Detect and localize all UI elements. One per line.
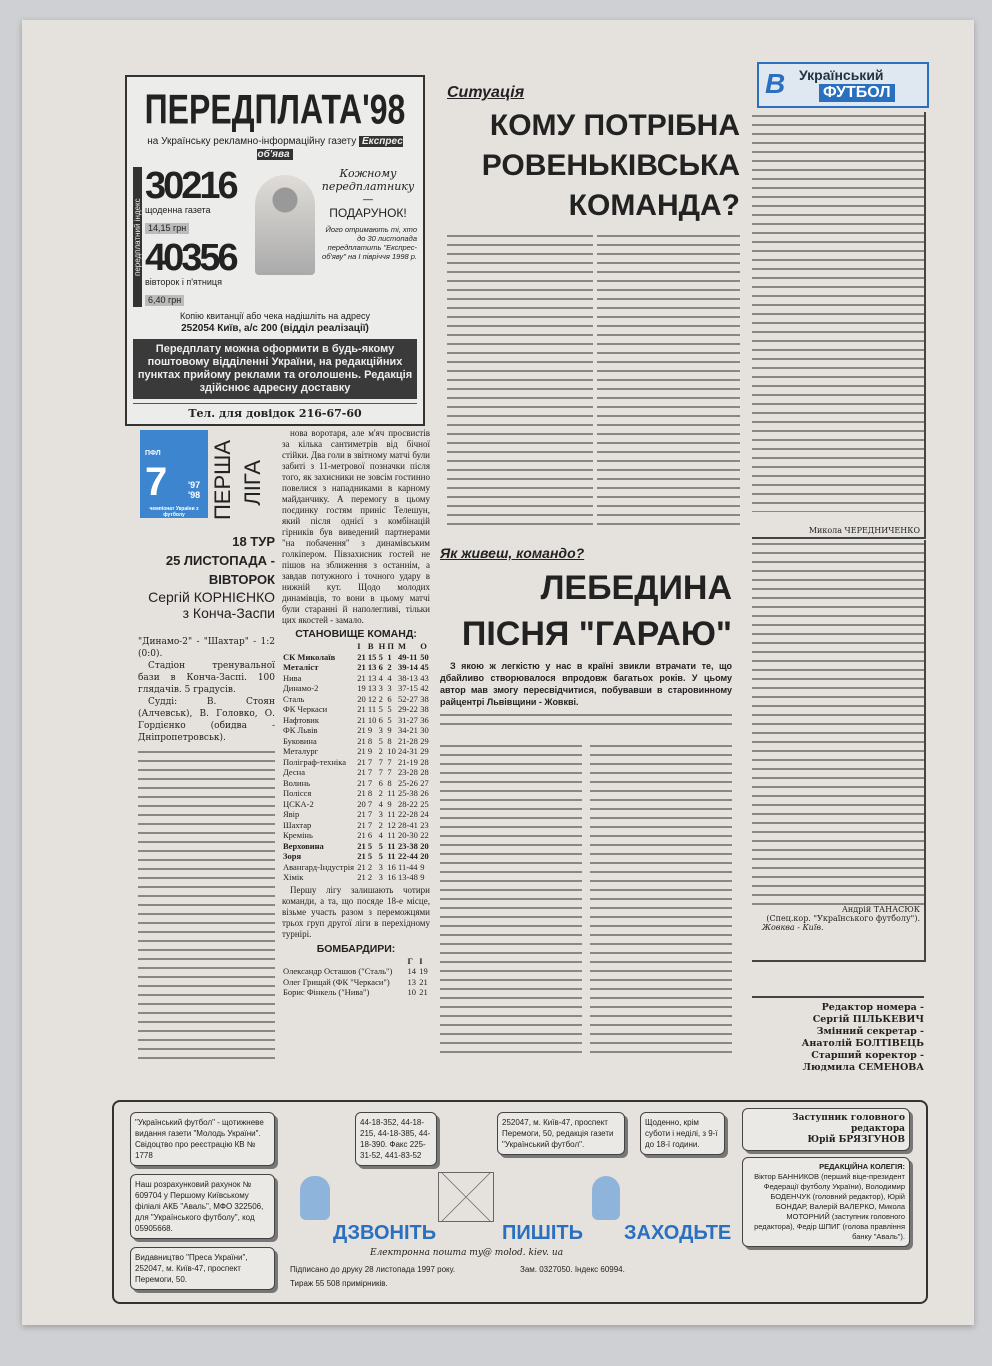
footer-signed: Підписано до друку 28 листопада 1997 року. xyxy=(290,1265,456,1274)
article2-lead-more xyxy=(440,711,732,730)
table-row: Олександр Осташов ("Сталь") 14 19 xyxy=(283,966,428,976)
footer-deputy: Заступник головного редактора Юрій БРЯЗГУНОВ xyxy=(742,1108,910,1151)
footer-print-run: Тираж 55 508 примірників. xyxy=(290,1279,388,1288)
subscription-ad xyxy=(125,75,425,426)
gift-note: Його отримають ті, хто до 30 листопада передплатить "Експрес-об'яву" на І півріччя 1998 р. xyxy=(322,225,417,261)
table-row: Олег Грищай (ФК "Черкаси") 13 21 xyxy=(283,976,428,987)
article2-sidebar: Андрій ТАНАСЮК (Спец.кор. "Українського футболу"). Жовква - Київ. xyxy=(752,540,926,962)
table-row: Динамо-2 19 13 3 3 37-15 42 xyxy=(283,683,429,693)
index-2: 40356 вівторок і п'ятниця 6,40 грн xyxy=(145,237,236,305)
table-row: Металург 21 9 2 10 24-31 29 xyxy=(283,746,429,756)
brand-logo: Експрес об'ява xyxy=(257,136,403,160)
article2-place: Жовква - Київ. xyxy=(762,923,824,932)
table-row: Борис Фінкель ("Нива") 10 21 xyxy=(283,987,428,997)
article1-kicker: Ситуація xyxy=(447,84,525,101)
write-label: ПИШІТЬ xyxy=(502,1222,583,1244)
table-row: Полісся 21 8 2 11 25-38 26 xyxy=(283,788,429,798)
table-row: Сталь 20 12 2 6 52-27 38 xyxy=(283,693,429,704)
cartoon-illustration xyxy=(255,175,315,275)
scorers-title: БОМБАРДИРИ: xyxy=(316,942,396,955)
article2-author: Андрій ТАНАСЮК xyxy=(841,905,920,914)
league-label: ПЕРША ЛІГА xyxy=(210,440,265,520)
article2-kicker: Як живеш, командо? xyxy=(440,545,585,561)
table-row: СК Миколаїв 21 15 5 1 49-11 50 xyxy=(283,651,429,662)
article1-col1 xyxy=(447,232,593,530)
index-1: 30216 щоденна газета 14,15 грн xyxy=(145,165,236,233)
table-row: Десна 21 7 7 7 23-28 28 xyxy=(283,767,429,777)
table-row: Нива 21 13 4 4 38-13 43 xyxy=(283,672,429,683)
credits: Редактор номера - Сергій ПІЛЬКЕВИЧ Змінний секретар - Анатолій БОЛТІВЕЦЬ Старший коректор - Людмила СЕМЕНОВА xyxy=(752,996,924,1074)
table-row: Буковина 21 8 5 8 21-28 29 xyxy=(283,735,429,746)
table-row: Поліграф-техніка 21 7 7 7 21-19 28 xyxy=(283,756,429,767)
article2-col1 xyxy=(440,742,582,1060)
article1-sidebar xyxy=(752,112,926,539)
article2-col2 xyxy=(590,742,732,1060)
article1-title: КОМУ ПОТРІБНА РОВЕНЬКІВСЬКА КОМАНДА? xyxy=(481,109,740,222)
article2-lead: З якою ж легкістю у нас в країні звикли втрачати те, що дбайливо створювалося впродовж багатьох років. У цьому автор мав змогу пересвідчитися, побувавши в старовинному райцентрі Львівщини - Жовкві. xyxy=(440,661,732,707)
standings-note: Першу лігу залишають чотири команди, а та, що посяде 18-е місце, візьме участь разом з переможцями трьох груп другої ліги в перехідному турнірі. xyxy=(282,884,430,939)
standings-title: СТАНОВИЩЕ КОМАНД: xyxy=(295,628,417,640)
footer-hours: Щоденно, крім суботи і неділі, з 9-ї до 18-ї години. xyxy=(640,1112,725,1155)
match-report: "Динамо-2" - "Шахтар" - 1:2 (0:0). Стадіон тренувальної бази в Конча-Заспі. 100 глядачів. 5 градусів. Судді: В. Стоян (Алчевськ), В. Головко, О. Гордієнко (обидва - Дніпропетровськ). xyxy=(138,637,275,743)
visit-label: ЗАХОДЬТЕ xyxy=(624,1222,732,1244)
table-row: Волинь 21 7 6 8 25-26 27 xyxy=(283,777,429,788)
mascot-door-icon xyxy=(592,1176,620,1220)
table-row: Явір 21 7 3 11 22-28 24 xyxy=(283,809,429,819)
table-header: І В Н П М О xyxy=(357,641,427,651)
masthead-logo xyxy=(757,62,929,108)
table-row: Хімік 21 2 3 16 13-48 9 xyxy=(283,872,425,882)
phone-line: Тел. для довідок 216-67-60 xyxy=(133,403,417,420)
footer-board: РЕДАКЦІЙНА КОЛЕГІЯ: Віктор БАННИКОВ (перший віце-президент Федерації футболу України), Володимир БОДЕНЧУК (головний редактор), Юрій БОНДАР, Валерій ВАЛЕРКО, Микола МОТОРНИЙ (заступник головного редактора), Федір ШПИГ (голова правління банку "Аваль"). xyxy=(742,1157,910,1247)
mascot-phone-icon xyxy=(300,1176,330,1220)
table-row: ЦСКА-2 20 7 4 9 28-22 25 xyxy=(283,798,429,809)
table-row: ФК Черкаси 21 11 5 5 29-22 38 xyxy=(283,704,429,714)
address-block: Копію квитанції або чека надішліть на адресу 252054 Київ, а/с 200 (відділ реалізації) xyxy=(179,311,371,334)
footer-address: 252047, м. Київ-47, проспект Перемоги, 50, редакція газети "Український футбол". xyxy=(497,1112,625,1155)
scorers-table xyxy=(282,956,430,998)
table-row: Металіст 21 13 6 2 39-14 45 xyxy=(283,662,429,672)
standings xyxy=(282,626,430,998)
footer-phones: 44-18-352, 44-18-215, 44-18-385, 44-18-390. Факс 225-31-52, 441-83-52 xyxy=(355,1112,437,1166)
match-report-continued xyxy=(138,748,275,1060)
envelope-icon xyxy=(438,1172,494,1222)
table-row: Нафтовик 21 10 6 5 31-27 36 xyxy=(283,714,429,725)
subscription-info: Передплату можна оформити в будь-якому поштовому відділенні України, на редакційних пунктах прийому реклами та оголошень. Редакція здійснює адресну доставку xyxy=(133,339,417,399)
table-row: Зоря 21 5 5 11 22-44 20 xyxy=(283,851,429,861)
masthead-line1: Український xyxy=(799,67,884,83)
match-report-middle: нова воротаря, але м'яч просвистів за кілька сантиметрів від бічної стійки. Два голи в звітному матчі були забиті з 11-метрової позначки після того, як захисники не зовсім гостинно повелися з нападниками в карному майданчику. А перемогу в цьому поєдинку гостям приніс Телешун, який після однієї з комбінацій гірників був виведений партнерами "на побачення" з динамівським голкіпером. Півзахисник гостей не пішов на зближення з останнім, а завдав потужного і точного удару в нижній кут. Щодо молодих динамівців, то вони в цьому матчі були старанні й наполегливі, тільки цих якостей - замало. xyxy=(282,428,430,625)
call-label: ДЗВОНІТЬ xyxy=(333,1222,437,1244)
gift-text: Кожному передплатнику — ПОДАРУНОК! xyxy=(321,167,415,220)
footer-email: Електронна пошта my@ molod. kiev. ua xyxy=(370,1248,564,1258)
footer-publisher: Видавництво "Преса України", 252047, м. Київ-47, проспект Перемоги, 50. xyxy=(130,1247,275,1290)
article1-col2 xyxy=(597,232,740,530)
footer-order: Зам. 0327050. Індекс 60994. xyxy=(520,1265,625,1274)
table-row: Кремінь 21 6 4 11 20-30 22 xyxy=(283,830,429,840)
table-row: Шахтар 21 7 2 12 28-41 23 xyxy=(283,819,429,830)
footer-registration: "Український футбол" - щотижневе видання газети "Молодь України". Свідоцтво про реєстрацію КВ № 1778 xyxy=(130,1112,275,1166)
table-header: Г І xyxy=(407,955,423,966)
masthead-line2: ФУТБОЛ xyxy=(819,84,895,102)
table-row: ФК Львів 21 9 3 9 34-21 30 xyxy=(283,725,429,735)
table-row: Верховина 21 5 5 11 23-38 20 xyxy=(283,840,429,851)
pfl-logo: ПФЛ 7 '97 '98 чемпіонат України з футболу xyxy=(140,430,208,518)
article2-title: ЛЕБЕДИНА ПІСНЯ "ГАРАЮ" xyxy=(461,569,732,653)
masthead-letter: В xyxy=(765,68,786,99)
table-row: Авангард-Індустрія 21 2 3 16 11-44 9 xyxy=(283,861,425,872)
match-header: 18 ТУР 25 ЛИСТОПАДА - ВІВТОРОК Сергій КОРНІЄНКО з Конча-Заспи xyxy=(148,534,275,621)
ad-subtitle: на Українську рекламно-інформаційну газету Експрес об'ява xyxy=(147,136,403,160)
standings-table xyxy=(282,641,430,883)
index-label: передплатний індекс xyxy=(133,167,142,307)
ad-title: ПЕРЕДПЛАТА'98 xyxy=(144,85,406,133)
footer-bank: Наш розрахунковий рахунок № 609704 у Першому Київському філіалі АКБ "Аваль", МФО 322506, для "Українського футболу", код 05905668. xyxy=(130,1174,275,1239)
article1-author: Микола ЧЕРЕДНИЧЕНКО xyxy=(808,526,920,535)
